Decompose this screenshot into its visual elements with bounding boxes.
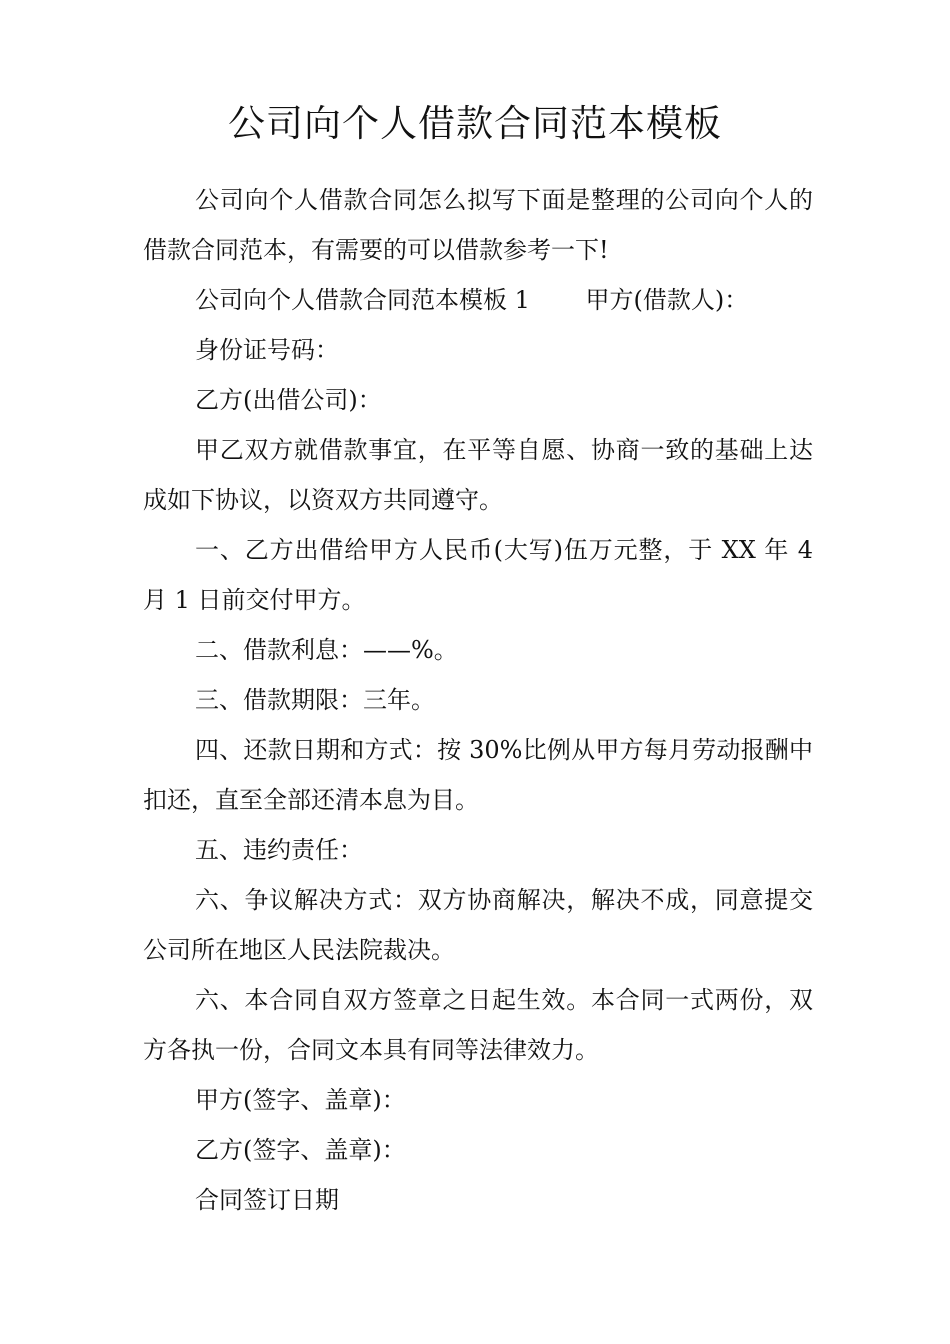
signature-party-b: 乙方(签字、盖章)： — [195, 1136, 406, 1164]
document-body — [143, 175, 821, 1225]
document-title: 公司向个人借款合同范本模板 — [228, 102, 722, 145]
clause-4: 四、还款日期和方式：按 30%比例从甲方每月劳动报酬中扣还，直至全部还清本息为目。 — [143, 736, 813, 814]
signing-date: 合同签订日期 — [195, 1186, 339, 1214]
signature-party-a: 甲方(签字、盖章)： — [195, 1086, 406, 1114]
clause-6-effect: 六、本合同自双方签章之日起生效。本合同一式两份，双方各执一份，合同文本具有同等法律效力。 — [143, 986, 813, 1064]
paragraph-template-heading: 公司向个人借款合同范本模板 1 甲方(借款人)： — [195, 286, 749, 314]
clause-2: 二、借款利息：——%。 — [195, 636, 458, 664]
clause-3: 三、借款期限：三年。 — [195, 686, 435, 714]
clause-5: 五、违约责任： — [195, 836, 363, 864]
clause-6-dispute: 六、争议解决方式：双方协商解决，解决不成，同意提交公司所在地区人民法院裁决。 — [143, 886, 813, 964]
paragraph-party-b: 乙方(出借公司)： — [195, 386, 382, 414]
paragraph-agreement: 甲乙双方就借款事宜，在平等自愿、协商一致的基础上达成如下协议，以资双方共同遵守。 — [143, 436, 813, 514]
paragraph-id-number: 身份证号码： — [195, 336, 339, 364]
paragraph-intro: 公司向个人借款合同怎么拟写下面是整理的公司向个人的借款合同范本，有需要的可以借款参考一下! — [143, 186, 813, 264]
clause-1: 一、乙方出借给甲方人民币(大写)伍万元整，于 XX 年 4 月 1 日前交付甲方。 — [143, 536, 821, 614]
